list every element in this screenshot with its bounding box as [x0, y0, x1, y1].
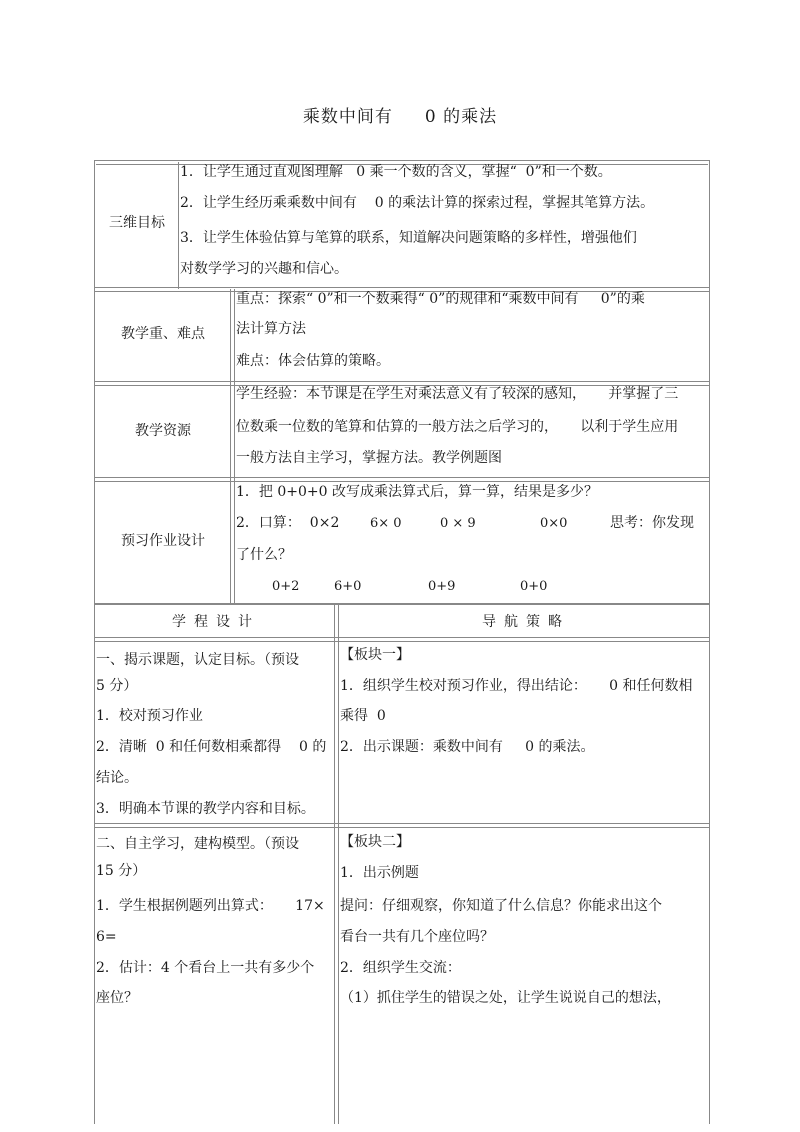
process-design-header: 学程设计 [172, 614, 260, 630]
block1-left-line: 2．清晰 0 和任何数相乘都得 0 的 [96, 739, 327, 755]
preview-expr: 0 × 9 [440, 516, 476, 531]
block1-right-line: 乘得 0 [340, 708, 386, 724]
block2-right-line: （1）抓住学生的错误之处，让学生说说自己的想法， [340, 990, 671, 1006]
block2-right-line: 1．出示例题 [340, 865, 419, 881]
resources-label: 教学资源 [135, 423, 191, 439]
block1-left-line: 3．明确本节课的教学内容和目标。 [96, 801, 315, 817]
block2-left-line: 2．估计：4 个看台上一共有多少个 [96, 960, 315, 976]
preview-think: 思考：你发现 [610, 515, 694, 531]
title-part-1: 乘数中间有 [302, 107, 393, 127]
key-points-label: 教学重、难点 [121, 326, 205, 342]
block1-left-line: 5 分） [96, 678, 138, 694]
key-line-2: 法计算方法 [236, 321, 306, 337]
block1-left-line: 一、揭示课题，认定目标。（预设 [96, 652, 299, 668]
block2-right-line: 提问：仔细观察，你知道了什么信息？你能求出这个 [340, 898, 662, 914]
preview-line-3: 了什么？ [236, 547, 292, 563]
preview-expr: 6× 0 [370, 516, 402, 531]
preview-expr: 0×0 [540, 516, 568, 531]
resource-line-2: 位数乘一位数的笔算和估算的一般方法之后学习的， 以利于学生应用 [236, 419, 679, 435]
block2-left-line: 15 分） [96, 863, 147, 879]
goals-label: 三维目标 [109, 215, 165, 231]
goal-line-4: 对数学学习的兴趣和信心。 [180, 261, 348, 277]
block1-right-line: 【板块一】 [340, 647, 410, 663]
preview-expr: 0+9 [428, 579, 456, 594]
preview-label: 预习作业设计 [121, 533, 205, 549]
preview-expr: 0+0 [520, 579, 548, 594]
preview-expr: 6+0 [334, 579, 362, 594]
block1-right-line: 1．组织学生校对预习作业，得出结论： 0 和任何数相 [340, 678, 693, 694]
preview-line-1: 1．把 0+0+0 改写成乘法算式后，算一算，结果是多少？ [236, 484, 598, 500]
block2-right-line: 【板块二】 [340, 834, 410, 850]
key-line-3: 难点：体会估算的策略。 [236, 353, 390, 369]
preview-line-2: 2．口算： 0×2 [236, 515, 340, 531]
goal-line-3: 3．让学生体验估算与笔算的联系，知道解决问题策略的多样性，增强他们 [180, 230, 637, 246]
block1-left-line: 结论。 [96, 770, 138, 786]
goal-line-1: 1．让学生通过直观图理解 0 乘一个数的含义，掌握“ 0”和一个数。 [180, 164, 612, 180]
block1-right-line: 2．出示课题：乘数中间有 0 的乘法。 [340, 739, 595, 755]
preview-expr: 0+2 [272, 579, 300, 594]
block2-left-line: 6= [96, 929, 117, 945]
block2-left-line: 1．学生根据例题列出算式： 17× [96, 898, 325, 914]
key-line-1: 重点：探索“ 0”和一个数乘得“ 0”的规律和“乘数中间有 0”的乘 [236, 291, 645, 307]
document-title [0, 102, 800, 127]
resource-line-1: 学生经验：本节课是在学生对乘法意义有了较深的感知， 并掌握了三 [236, 386, 679, 402]
title-part-2: 0 的乘法 [424, 107, 498, 127]
block1-left-line: 1．校对预习作业 [96, 708, 203, 724]
goal-line-2: 2．让学生经历乘乘数中间有 0 的乘法计算的探索过程，掌握其笔算方法。 [180, 195, 655, 211]
block2-right-line: 看台一共有几个座位吗？ [340, 929, 494, 945]
block2-left-line: 座位？ [96, 990, 138, 1006]
block2-right-line: 2．组织学生交流： [340, 960, 461, 976]
navigation-strategy-header: 导航策略 [482, 614, 570, 630]
resource-line-3: 一般方法自主学习，掌握方法。教学例题图 [236, 450, 502, 466]
block2-left-line: 二、自主学习，建构模型。（预设 [96, 836, 299, 852]
